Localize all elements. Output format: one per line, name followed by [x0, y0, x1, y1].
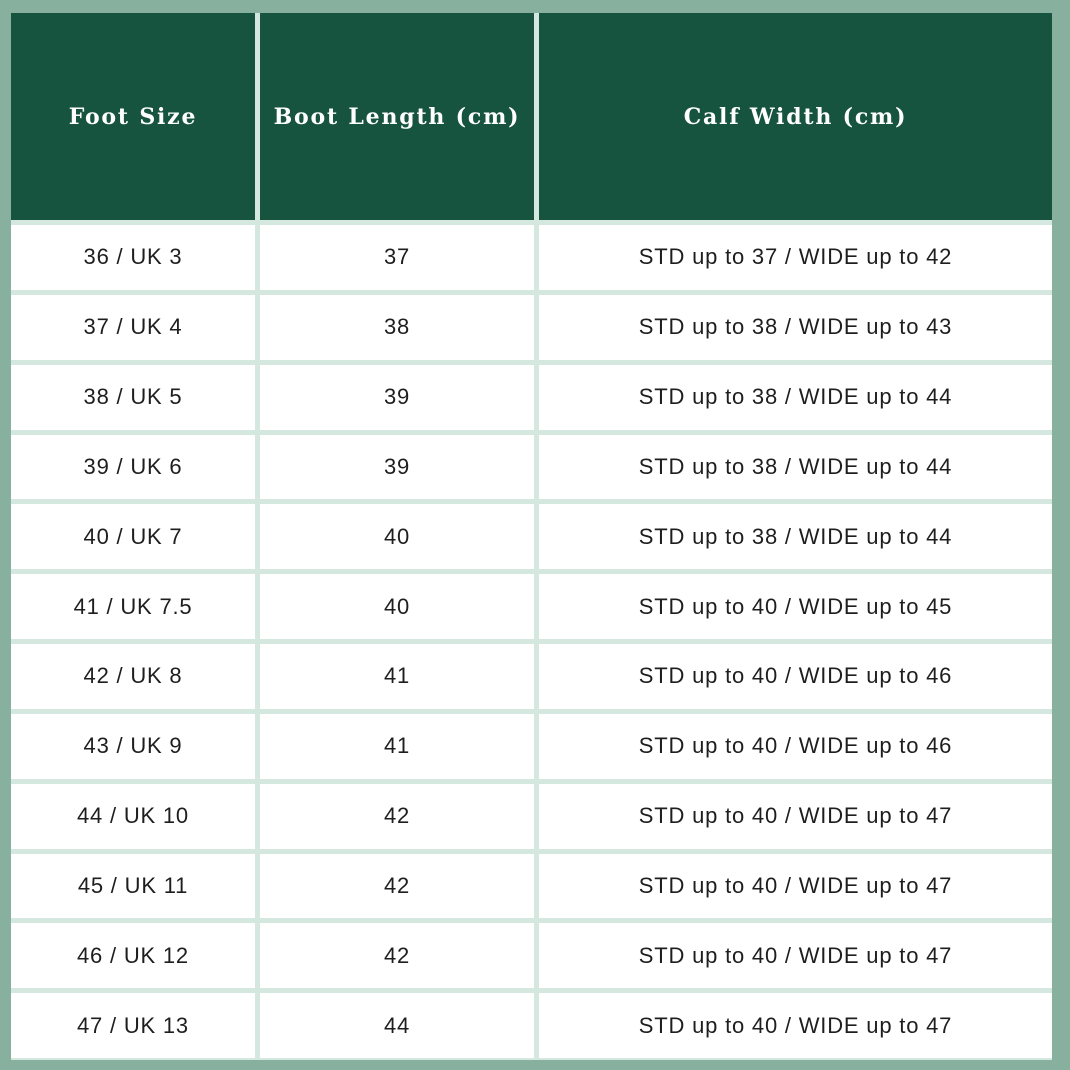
foot-size-cell: 40 / UK 7: [11, 504, 255, 569]
calf-width-cell: STD up to 38 / WIDE up to 44: [539, 365, 1052, 430]
foot-size-cell: 42 / UK 8: [11, 644, 255, 709]
foot-size-cell: 39 / UK 6: [11, 435, 255, 500]
boot-length-cell: 42: [260, 854, 534, 919]
boot-length-cell: 38: [260, 295, 534, 360]
foot-size-cell: 41 / UK 7.5: [11, 574, 255, 639]
boot-length-cell: 41: [260, 644, 534, 709]
foot-size-cell: 36 / UK 3: [11, 225, 255, 290]
boot-length-cell: 40: [260, 574, 534, 639]
header-foot-size: Foot Size: [11, 13, 255, 220]
boot-length-cell: 41: [260, 714, 534, 779]
calf-width-cell: STD up to 40 / WIDE up to 45: [539, 574, 1052, 639]
header-boot-length: Boot Length (cm): [260, 13, 534, 220]
calf-width-cell: STD up to 40 / WIDE up to 47: [539, 784, 1052, 849]
boot-length-cell: 39: [260, 435, 534, 500]
calf-width-cell: STD up to 38 / WIDE up to 44: [539, 504, 1052, 569]
header-calf-width: Calf Width (cm): [539, 13, 1052, 220]
foot-size-cell: 47 / UK 13: [11, 993, 255, 1058]
foot-size-cell: 38 / UK 5: [11, 365, 255, 430]
foot-size-cell: 45 / UK 11: [11, 854, 255, 919]
size-chart-table: [11, 13, 1052, 1060]
boot-length-cell: 39: [260, 365, 534, 430]
calf-width-cell: STD up to 40 / WIDE up to 47: [539, 854, 1052, 919]
calf-width-cell: STD up to 40 / WIDE up to 47: [539, 923, 1052, 988]
calf-width-cell: STD up to 37 / WIDE up to 42: [539, 225, 1052, 290]
boot-length-cell: 44: [260, 993, 534, 1058]
boot-length-cell: 42: [260, 784, 534, 849]
foot-size-cell: 46 / UK 12: [11, 923, 255, 988]
calf-width-cell: STD up to 38 / WIDE up to 44: [539, 435, 1052, 500]
calf-width-cell: STD up to 38 / WIDE up to 43: [539, 295, 1052, 360]
calf-width-cell: STD up to 40 / WIDE up to 46: [539, 714, 1052, 779]
foot-size-cell: 37 / UK 4: [11, 295, 255, 360]
foot-size-cell: 44 / UK 10: [11, 784, 255, 849]
boot-length-cell: 42: [260, 923, 534, 988]
boot-length-cell: 37: [260, 225, 534, 290]
calf-width-cell: STD up to 40 / WIDE up to 47: [539, 993, 1052, 1058]
boot-length-cell: 40: [260, 504, 534, 569]
calf-width-cell: STD up to 40 / WIDE up to 46: [539, 644, 1052, 709]
foot-size-cell: 43 / UK 9: [11, 714, 255, 779]
